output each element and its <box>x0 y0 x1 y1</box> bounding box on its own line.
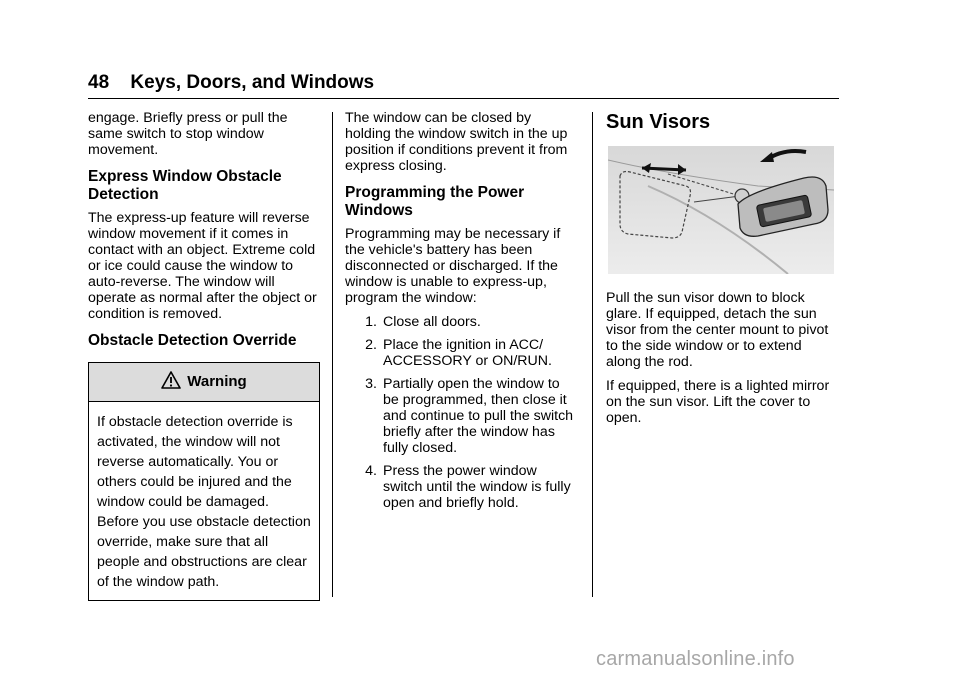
col1-intro: engage. Briefly press or pull the same switch to stop window movement. <box>88 110 288 158</box>
programming-body: Programming may be necessary if the vehicle's battery has been disconnected or discharged. If the window is unable to express-up, program the window: <box>345 226 561 306</box>
sun-visor-para-1: Pull the sun visor down to block glare. If equipped, detach the sun visor from the center mount to pivot to the side window or to extend along the rod. <box>606 290 829 370</box>
warning-body: If obstacle detection override is activated, the window will not reverse automatically. You or others could be injured and the window could be damaged. Before you use obstacle detection override, make sure that all people and obstructions are clear of the window path. <box>97 414 311 590</box>
header-rule <box>88 98 839 99</box>
programming-heading: Programming the Power Windows <box>345 184 525 219</box>
page-number: 48 <box>88 72 110 93</box>
col2-intro: The window can be closed by holding the window switch in the up position if conditions prevent it from express closing. <box>345 110 568 174</box>
list-item: 2. Place the ignition in ACC/ ACCESSORY or ON/RUN. <box>365 337 552 369</box>
warning-box <box>88 362 320 601</box>
warning-title: Warning <box>187 373 247 390</box>
sun-visors-heading: Sun Visors <box>606 111 711 133</box>
column-3 <box>606 110 838 434</box>
sun-visor-illustration <box>608 146 834 274</box>
column-2 <box>345 110 579 518</box>
column-1 <box>88 110 320 601</box>
override-heading: Obstacle Detection Override <box>88 332 297 349</box>
express-heading: Express Window Obstacle Detection <box>88 168 282 203</box>
watermark: carmanualsonline.info <box>596 648 795 670</box>
page-header <box>88 72 374 94</box>
list-item: 1. Close all doors. <box>365 314 481 330</box>
column-divider-2 <box>592 112 593 597</box>
programming-steps <box>345 314 579 511</box>
section-title: Keys, Doors, and Windows <box>130 72 375 93</box>
express-body: The express-up feature will reverse window movement if it comes in contact with an object. Extreme cold or ice could cause the window to auto-reverse. The window will operate as normal after the object or condition is removed. <box>88 210 317 322</box>
list-item: 4. Press the power window switch until the window is fully open and briefly hold. <box>365 463 571 511</box>
sun-visor-para-2: If equipped, there is a lighted mirror on the sun visor. Lift the cover to open. <box>606 378 830 426</box>
column-divider-1 <box>332 112 333 597</box>
warning-header <box>89 363 319 402</box>
warning-triangle-icon <box>161 371 181 393</box>
list-item: 3. Partially open the window to be programmed, then close it and continue to pull the switch briefly after the window has fully closed. <box>365 376 574 456</box>
